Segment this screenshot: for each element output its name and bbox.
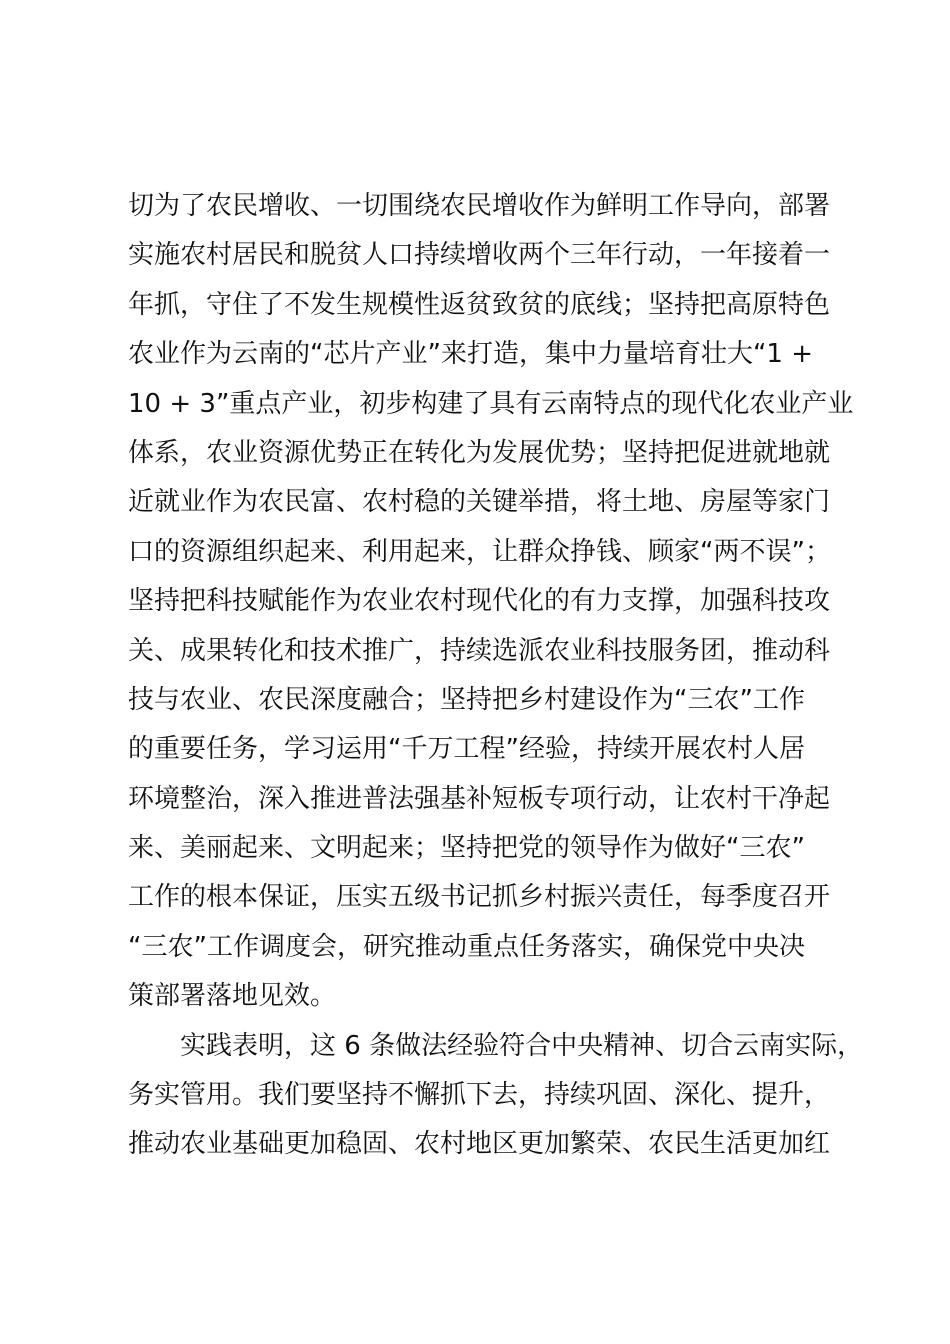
text-line: 来、美丽起来、文明起来；坚持把党的领导作为做好“三农” [128, 833, 805, 864]
text-line: 口的资源组织起来、利用起来，让群众挣钱、顾家“两不误”； [128, 536, 831, 567]
text-line: 务实管用。我们要坚持不懈抓下去，持续巩固、深化、提升， [128, 1080, 831, 1111]
text-line: 实践表明，这 6 条做法经验符合中央精神、切合云南实际， [180, 1030, 864, 1061]
text-line: 环境整治，深入推进普法强基补短板专项行动，让农村干净起 [128, 783, 831, 814]
text-line: 农业作为云南的“芯片产业”来打造，集中力量培育壮大“1 + [128, 339, 814, 370]
text-line: “三农”工作调度会，研究推动重点任务落实，确保党中央决 [128, 931, 805, 962]
body-text [128, 182, 864, 1170]
paragraph-1 [128, 182, 858, 1022]
text-line: 坚持把科技赋能作为农业农村现代化的有力支撑，加强科技攻 [128, 586, 831, 617]
text-line: 年抓，守住了不发生规模性返贫致贫的底线；坚持把高原特色 [128, 289, 831, 320]
text-line: 实施农村居民和脱贫人口持续增收两个三年行动，一年接着一 [128, 240, 831, 271]
text-line: 体系，农业资源优势正在转化为发展优势；坚持把促进就地就 [128, 437, 831, 468]
text-line: 切为了农民增收、一切围绕农民增收作为鲜明工作导向，部署 [128, 191, 831, 221]
text-line: 工作的根本保证，压实五级书记抓乡村振兴责任，每季度召开 [128, 882, 831, 913]
text-line: 10 + 3”重点产业，初步构建了具有云南特点的现代化农业产业 [128, 388, 854, 419]
text-line: 策部署落地见效。 [128, 981, 337, 1012]
text-line: 近就业作为农民富、农村稳的关键举措，将土地、房屋等家门 [128, 487, 831, 518]
paragraph-2 [128, 1022, 864, 1170]
text-line: 技与农业、农民深度融合；坚持把乡村建设作为“三农”工作 [128, 684, 805, 715]
text-line: 关、成果转化和技术推广，持续选派农业科技服务团，推动科 [128, 635, 831, 666]
text-line: 推动农业基础更加稳固、农村地区更加繁荣、农民生活更加红 [128, 1129, 831, 1160]
text-line: 的重要任务，学习运用“千万工程”经验，持续开展农村人居 [128, 734, 805, 765]
